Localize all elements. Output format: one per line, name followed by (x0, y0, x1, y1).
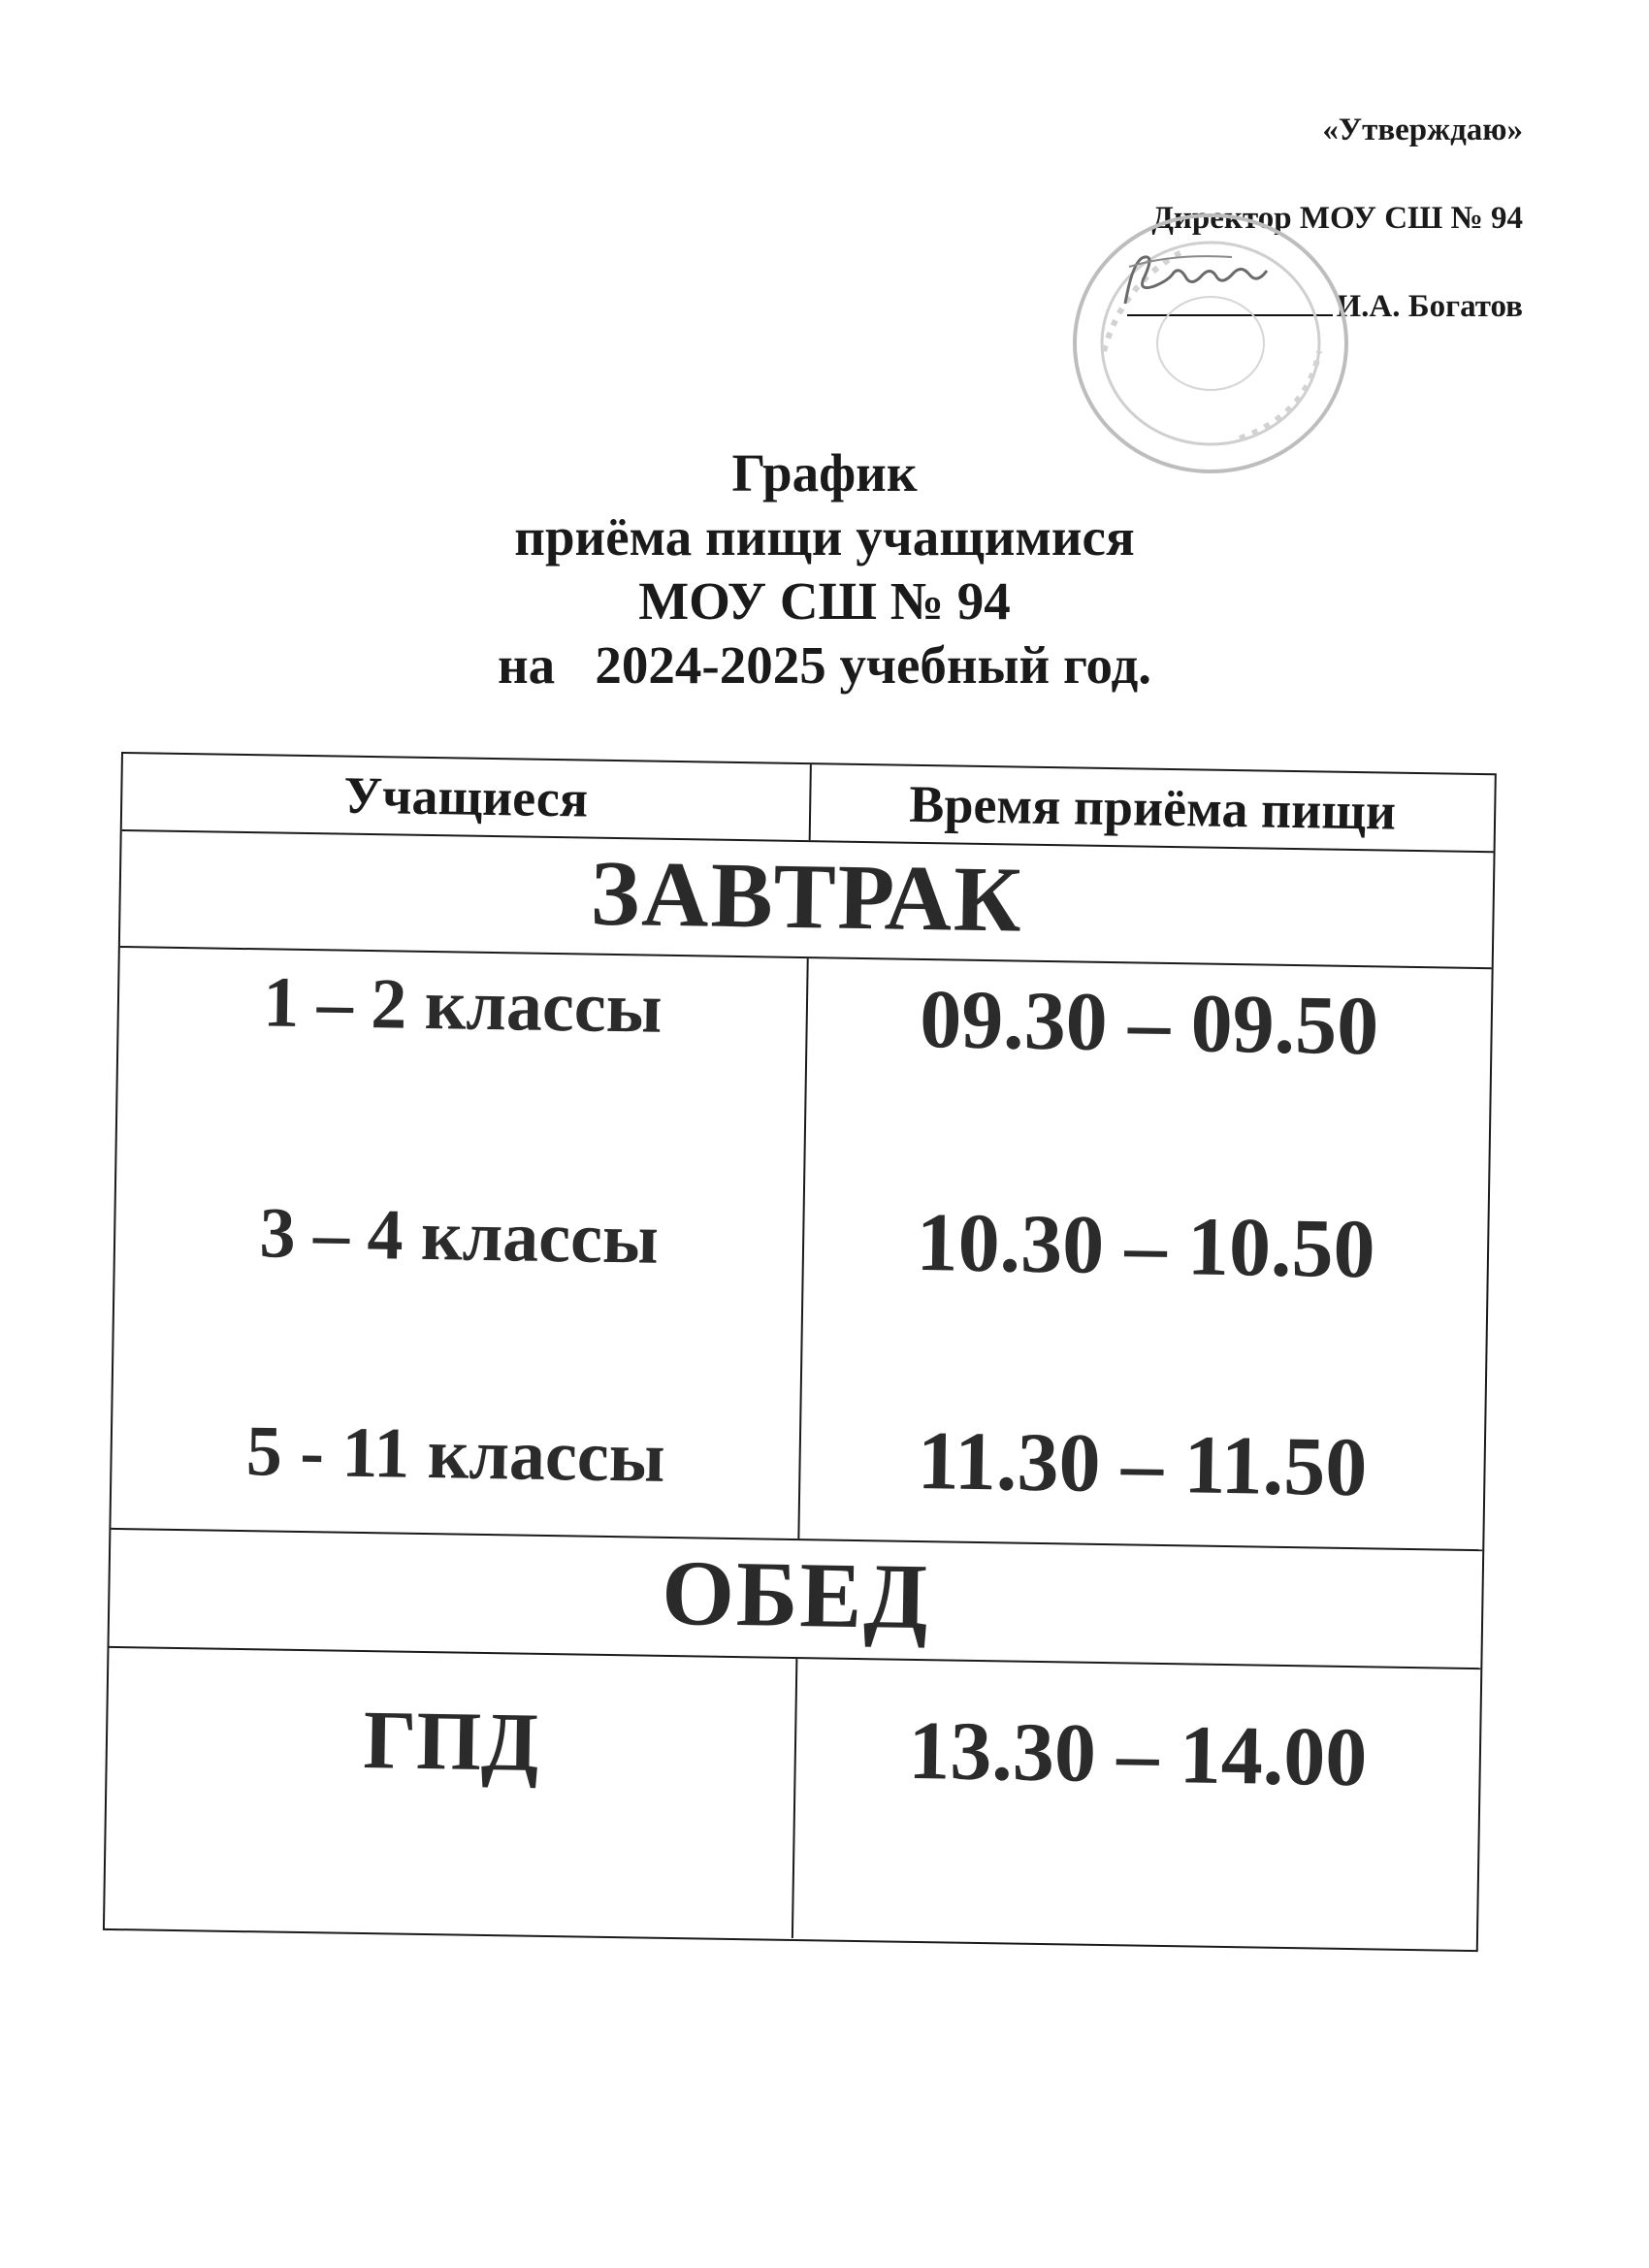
breakfast-time-3: 11.30 – 11.50 (917, 1412, 1369, 1514)
breakfast-time-1: 09.30 – 09.50 (919, 971, 1379, 1073)
lunch-section-row (109, 1530, 1482, 1669)
header-cell-students (122, 754, 812, 840)
breakfast-section-row (120, 831, 1494, 969)
title-line-2: приёма пищи учащимися (514, 507, 1135, 567)
breakfast-time-2: 10.30 – 10.50 (915, 1194, 1376, 1296)
title-line-4: на 2024-2025 учебный год. (497, 635, 1152, 695)
header-students: Учащиеся (343, 765, 589, 828)
document-title (0, 441, 1649, 697)
breakfast-group-2: 3 – 4 классы (259, 1193, 660, 1280)
breakfast-group-1: 1 – 2 классы (262, 962, 663, 1049)
title-line-3: МОУ СШ № 94 (638, 571, 1011, 631)
breakfast-label: ЗАВТРАК (589, 840, 1024, 952)
breakfast-rows (111, 948, 1491, 1551)
header-cell-time (811, 764, 1495, 851)
approve-label: «Утверждаю» (1322, 113, 1523, 147)
title-line-1: График (731, 443, 918, 502)
meal-schedule-table (103, 752, 1497, 1952)
lunch-group-1: ГПД (362, 1693, 540, 1789)
lunch-label: ОБЕД (661, 1539, 931, 1649)
breakfast-groups-cell (111, 948, 808, 1539)
director-title: Директор МОУ СШ № 94 (1151, 201, 1523, 236)
lunch-times-cell (793, 1659, 1480, 1949)
lunch-time-1: 13.30 – 14.00 (907, 1702, 1369, 1804)
header-meal-time: Время приёма пищи (908, 774, 1397, 841)
breakfast-times-cell (799, 958, 1491, 1549)
director-signature (1116, 247, 1271, 315)
lunch-groups-cell (105, 1648, 797, 1938)
breakfast-group-3: 5 - 11 классы (245, 1411, 666, 1498)
lunch-rows (105, 1648, 1480, 1949)
director-name: И.А. Богатов (1336, 289, 1523, 324)
